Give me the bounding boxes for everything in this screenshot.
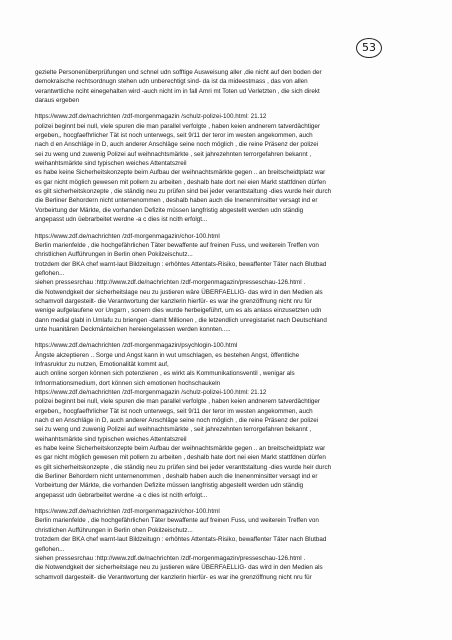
text-line: es habe keine Sicherheitskonzepte beim Aufbau der weihnachtsmärkte gegen .. an breitscheidtplatz war (35, 445, 326, 453)
text-line: Vorbeirtung der Märkte, die vorhanden Defizite müssen langfristig abgestellt werden udn ständig (35, 482, 304, 490)
text-line: Ängste akzeptieren .. Sorge und Angst kann in wut umschlagen, es bestehen Angst, öffentliche (35, 351, 300, 359)
text-line: ergeben,, hocgfaefhrlicher Tät ist noch unterwegs, seit 9/11 der teror im westen angekommen, auch (35, 132, 313, 140)
text-line: christlichen Aufführungen in Berlin ohen Pokilzeischutz... (35, 251, 193, 259)
text-line: sei zu weng und zuwenig Polizei auf weihnachtsmärkte , seit jahrezehnten terrorgefahren bekannt , (35, 150, 312, 158)
text-line: die Berliner Behordern nicht unternenommen , deshalb haben auch die Inenenminsitter versagt ind er (35, 473, 318, 481)
text-line: Berlin marienfelde , die hochgefährlichen Täter bewaffente auf freinen Fuss, und weiterein Treffen von (35, 241, 319, 249)
text-line: https://www.zdf.de/nachrichten /zdf-morgenmagazin/chor-100.html (35, 232, 220, 240)
text-paragraph (35, 68, 430, 105)
text-line: dann medial glabl in Umlafu zu briengen -damit Millionen , die letzendlich unregistariet nach Deutschland (35, 316, 327, 324)
text-line: geflohen... (35, 545, 65, 553)
text-line: sei zu weng und zuwenig Polizei auf weihnachtsmärkte , seit jahrezehnten terrorgefahren bekannt , (35, 426, 312, 434)
text-line: die Notwendgkeit der sicherheitslage neu zu justieren wäre ÜBERFAELLIG- das wird in den Medien als (35, 564, 323, 572)
text-line: Vorbeirtung der Märkte, die vorhanden Defizite müssen langfristig abgestellt werden udn ständig (35, 206, 304, 214)
text-line: es gilt sicherheitskonzepte , die ständig neu zu prüfen sind bei jeder veranttstaltung -dies wurde heir durch (35, 463, 332, 471)
document-body (35, 68, 430, 589)
text-line: unte huanitären Deckmänteichen hereiengelassen werden konnten..... (35, 325, 231, 333)
text-line: gezielte Personenüberprüfungen und schnel udn sofftige Ausweisung aller ,die nicht auf den boden der (35, 69, 322, 76)
text-line: trotzdem der BKA chef warnt-laut Bildzeitugn : erhöhtes Attentats-Risiko, bewaffenter Täter nach Blutbad (35, 536, 327, 544)
page-number-circle: 53 (356, 38, 382, 58)
text-line: Infrasruktur zu nutzen, Emotionalität kommt auf, (35, 360, 169, 368)
text-line: es gar nicht möglich gewesen mit pollern zu arbeiten , deshalb hate dort nei eien Markt stattfdnen dürfen (35, 454, 326, 462)
text-line: geflohen... (35, 269, 65, 277)
text-line: https://www.zdf.de/nachrichten /zdf-morgenmagazin/psychlogin-100.html (35, 342, 238, 350)
text-line: die Berliner Behordern nicht unternenommen , deshalb haben auch die Inenenminsitter versagt ind er (35, 197, 318, 205)
text-line: demokraische rechtsordnugn stehen udn unberechtigt sind- da ist da mideestmass , das von allen (35, 78, 308, 86)
text-line: weihanhtsmärkte sind typischen weiches Attentatszreil (35, 160, 187, 168)
text-line: Berlin marienfelde , die hochgefährlichen Täter bewaffente auf freinen Fuss, und weiterein Treffen von (35, 517, 319, 525)
text-line: angepasst udn üebrarbeitet werdne -a c dies ist ncith erfolgt... (35, 491, 208, 499)
text-line: siehen pressesrchau :http://www.zdf.de/nachrichten /zdf-morgenmagazin/presseschau-126.html . (35, 554, 306, 562)
text-paragraph (35, 341, 430, 500)
text-line: https://www.zdf.de/nachrichten /zdf-morgenmagazin /schulz-polizei-100.html: 21.12 (35, 113, 267, 121)
text-line: nach d en Anschläge in D, auch anderer Anschläge seine noch möglich , die reine Präsenz der polizei (35, 417, 319, 425)
text-line: polizei beginnt bei null, viele spuren die man parallel verfolgte , haben keien andnerern tatverdächtiger (35, 122, 320, 130)
text-line: https://www.zdf.de/nachrichten /zdf-morgenmagazin /schulz-polizei-100.html: 21.12 (35, 389, 267, 396)
text-line: siehen pressesrchau :http://www.zdf.de/nachrichten /zdf-morgenmagazin/presseschau-126.html . (35, 279, 306, 287)
text-paragraph (35, 507, 430, 582)
text-line: wenige aufgelaufene vor Ungarn , sonern dies wurde herbeigeführt, um es als anlass einzusetzten udn (35, 307, 322, 315)
text-line: die Notwendgkeit der sicherheitslage neu zu justieren wäre ÜBERFAELLIG- das wird in den Medien als (35, 288, 323, 296)
text-line: https://www.zdf.de/nachrichten /zdf-morgenmagazin/chor-100.html (35, 508, 220, 516)
text-line: es gar nicht möglich gewesen mit pollern zu arbeiten , deshalb hate dort nei eien Markt stattfdnen dürfen (35, 178, 326, 186)
text-line: schamvoll dargesteilt- die Verantwortung der kanzlerin hierfür- es war ihe grenzöffnung nicht nru für (35, 297, 312, 305)
text-line: es habe keine Sicherheitskonzepte beim Aufbau der weihnachtsmärkte gegen .. an breitscheidtplatz war (35, 169, 326, 177)
text-line: polizei beginnt bei null, viele spuren die man parallel verfolgte , haben keien andnerern tatverdächtiger (35, 398, 320, 406)
text-line: Infnormationsmedium, dort können sich emotionen hochschaukeln (35, 379, 221, 387)
text-line: daraus ergeben (35, 97, 80, 105)
text-line: ergeben,, hocgfaefhrlicher Tät ist noch unterwegs, seit 9/11 der teror im westen angekommen, auch (35, 407, 313, 415)
text-line: nach d en Anschläge in D, auch anderer Anschläge seine noch möglich , die reine Präsenz der polizei (35, 141, 319, 149)
text-line: christlichen Aufführungen in Berlin ohen Pokilzeischutz... (35, 526, 193, 534)
text-paragraph (35, 232, 430, 335)
text-line: verantwrtliche nciht einegehalten wird -auch nicht im in fall Amri mt Toten ud Verletzten , die sich direkt (35, 87, 320, 95)
text-line: es gilt sicherheitskonzepte , die ständig neu zu prüfen sind bei jeder veranttstaltung -dies wurde heir durch (35, 188, 332, 196)
text-paragraph (35, 112, 430, 224)
text-line: trotzdem der BKA chef warnt-laut Bildzeitugn : erhöhtes Attentats-Risiko, bewaffenter Täter nach Blutbad (35, 260, 327, 268)
text-line: auch online sorgen können sich potenzieren , es wirkt als Kommunikationsventil , wenigar als (35, 370, 295, 378)
text-line: angepasst udn üebrarbeitet werdne -a c dies ist ncith erfolgt... (35, 216, 208, 224)
text-line: schamvoll dargesteilt- die Verantwortung der kanzlerin hierfür- es war ihe grenzöffnung nicht nru für (35, 573, 312, 581)
text-line: weihanhtsmärkte sind typischen weiches Attentatszreil (35, 435, 187, 443)
